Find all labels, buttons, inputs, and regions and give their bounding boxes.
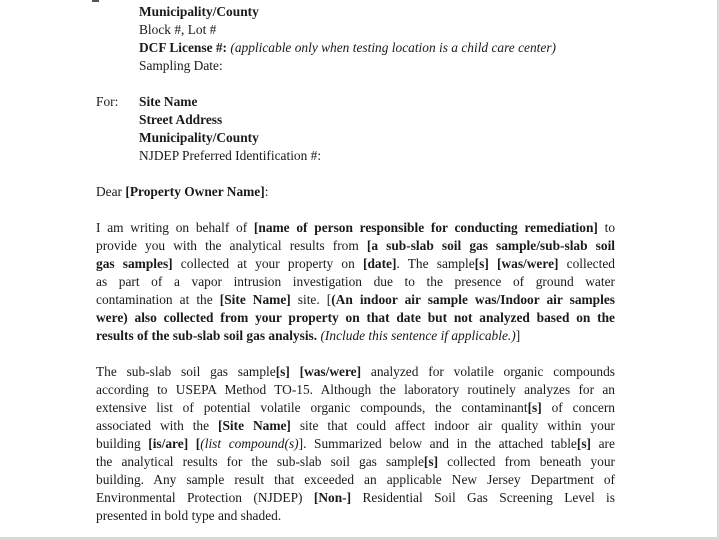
p1-plural: [s] — [474, 256, 489, 271]
p2-was-were: [was/were] — [299, 364, 362, 379]
p1-line-1 — [96, 219, 615, 237]
p1-text: provide you with the analytical results from — [96, 238, 367, 253]
p2-bracket: [ — [195, 436, 201, 451]
p2-plural: [s] — [576, 436, 591, 451]
p1-instruction: (Include this sentence if applicable.) — [317, 328, 516, 343]
p2-text: collected from beneath your — [438, 454, 615, 469]
p2-text: ]. Summarized below and in the attached table — [298, 436, 577, 451]
p2-line-5 — [96, 435, 615, 453]
dcf-note: (applicable only when testing location is a child care center) — [230, 40, 557, 55]
dcf-label: DCF License #: — [139, 40, 228, 55]
property-owner-name: [Property Owner Name] — [125, 184, 265, 199]
p1-text: I am writing on behalf of — [96, 220, 254, 235]
p1-responsible-party: [name of person responsible for conducting remediation] — [253, 220, 598, 235]
for-street-address: Street Address — [139, 112, 223, 127]
p2-line-3 — [96, 399, 615, 417]
p2-line-6 — [96, 453, 615, 471]
header-dcf-license — [139, 39, 556, 57]
p2-text: are — [591, 436, 615, 451]
p1-text: . The sample — [396, 256, 475, 271]
p1-sample-type: gas samples] — [96, 256, 173, 271]
p1-site-name: [Site Name] — [219, 292, 291, 307]
p1-indoor-air-clause: (An indoor air sample was/Indoor air samples — [331, 292, 615, 307]
p2-line-4 — [96, 417, 615, 435]
top-margin-mark — [92, 0, 99, 2]
for-label: For: — [96, 94, 119, 109]
p2-text: The sub-slab soil gas sample — [96, 364, 276, 379]
p2-line-9: presented in bold type and shaded. — [96, 508, 282, 523]
p1-date: [date] — [362, 256, 397, 271]
p1-line-3 — [96, 255, 615, 273]
p2-is-are: [is/are] — [148, 436, 189, 451]
p2-plural: [s] — [275, 364, 290, 379]
salutation-suffix: : — [264, 184, 269, 199]
p2-line-2: according to USEPA Method TO-15. Although the laboratory routinely analyzes for an — [96, 382, 615, 397]
p1-line-2 — [96, 237, 615, 255]
p2-text: associated with the — [96, 418, 218, 433]
p2-site-name: [Site Name] — [218, 418, 291, 433]
p1-line-6: were) also collected from your property on that date but not analyzed based on the — [96, 310, 615, 325]
p2-text: site that could affect indoor air quality within your — [290, 418, 615, 433]
header-block-lot: Block #, Lot # — [139, 22, 217, 37]
p2-line-1 — [96, 363, 615, 381]
p2-compound-list: (list compound(s) — [200, 436, 299, 451]
p2-text: extensive list of potential volatile organic compounds, the contaminant — [96, 400, 528, 415]
p1-text: contamination at the — [96, 292, 220, 307]
p1-line-4: as part of a vapor intrusion investigation due to the presence of ground water — [96, 274, 615, 289]
p2-line-7: building. Any sample result that exceeded an applicable New Jersey Department of — [96, 472, 615, 487]
header-municipality: Municipality/County — [139, 4, 259, 19]
p2-text: of concern — [541, 400, 615, 415]
p2-text: building — [96, 436, 149, 451]
p1-text: ] — [515, 328, 521, 343]
p2-non-residential: [Non-] — [313, 490, 352, 505]
p1-text: collected at your property on — [172, 256, 363, 271]
p2-text: analyzed for volatile organic compounds — [361, 364, 615, 379]
salutation-prefix: Dear — [96, 184, 126, 199]
p2-text: Environmental Protection (NJDEP) — [96, 490, 314, 505]
p2-text — [290, 364, 300, 379]
p2-text: the analytical results for the sub-slab soil gas sample — [96, 454, 424, 469]
p1-indoor-air-clause: results of the sub-slab soil gas analysis. — [96, 328, 318, 343]
p2-text — [188, 436, 196, 451]
for-njdep-id: NJDEP Preferred Identification #: — [139, 148, 322, 163]
p2-line-8 — [96, 489, 615, 507]
p1-text: site. [ — [290, 292, 332, 307]
p1-sample-type: [a sub-slab soil gas sample/sub-slab soil — [366, 238, 616, 253]
p1-was-were: [was/were] — [497, 256, 559, 271]
p1-line-7 — [96, 327, 615, 345]
for-municipality: Municipality/County — [139, 130, 259, 145]
for-site-name: Site Name — [139, 94, 198, 109]
p2-plural: [s] — [423, 454, 439, 469]
p1-text: collected — [558, 256, 615, 271]
salutation — [96, 183, 268, 201]
header-sampling-date: Sampling Date: — [139, 58, 223, 73]
p1-text — [489, 256, 497, 271]
p2-plural: [s] — [527, 400, 542, 415]
p1-line-5 — [96, 291, 615, 309]
p2-text: Residential Soil Gas Screening Level is — [351, 490, 615, 505]
p1-text: to — [597, 220, 616, 235]
